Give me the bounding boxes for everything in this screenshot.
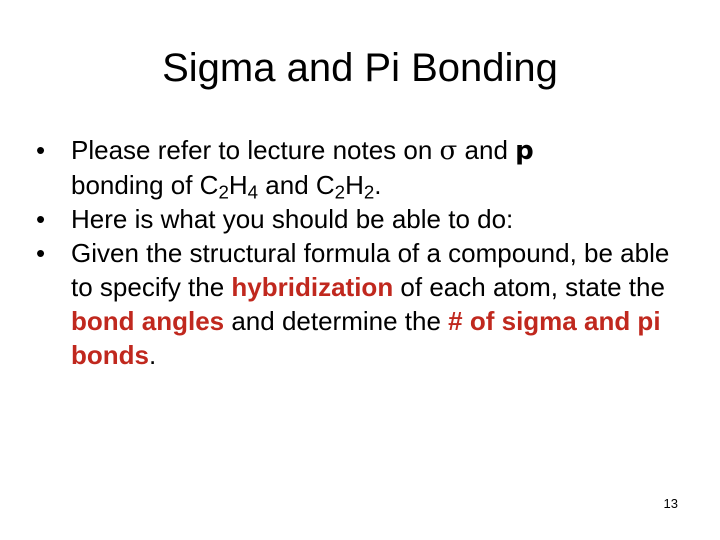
bullet-text: . bbox=[374, 170, 382, 200]
bullet-text: and C bbox=[258, 170, 335, 200]
page-number: 13 bbox=[663, 496, 678, 511]
bullet-text: of each atom, state the bbox=[393, 272, 665, 302]
bullet-dot-icon: • bbox=[36, 204, 46, 234]
bullet-item-lecture-notes bbox=[36, 133, 676, 202]
bullet-text: Please refer to lecture notes on bbox=[71, 135, 440, 165]
bullet-text: Given the structural formula of a compound, be able to specify the bbox=[71, 238, 670, 302]
sigma-symbol: σ bbox=[439, 136, 458, 166]
bullet-text: Here is what you should be able to do: bbox=[71, 204, 514, 234]
bullet-text: H bbox=[345, 170, 364, 200]
subscript: 4 bbox=[247, 181, 259, 203]
bullet-text: and bbox=[457, 135, 516, 165]
bullet-text: bonding of C bbox=[71, 170, 219, 200]
subscript: 2 bbox=[363, 181, 375, 203]
bullet-dot-icon: • bbox=[36, 135, 46, 165]
bullet-text: and determine the bbox=[224, 306, 449, 336]
bullet-item-structural-formula bbox=[36, 236, 676, 372]
bullet-text: H bbox=[228, 170, 248, 200]
bullet-text: . bbox=[149, 340, 157, 370]
pi-symbol: p bbox=[515, 136, 534, 166]
highlight-hybridization: hybridization bbox=[231, 272, 394, 302]
bullet-dot-icon: • bbox=[36, 238, 46, 268]
subscript: 2 bbox=[218, 181, 229, 203]
subscript: 2 bbox=[334, 181, 346, 203]
bullet-list bbox=[36, 133, 676, 372]
bullet-item-able-to-do bbox=[36, 202, 676, 236]
slide-title: Sigma and Pi Bonding bbox=[162, 46, 558, 90]
highlight-bond-angles: bond angles bbox=[71, 306, 225, 336]
highlight-sigma-pi-count: # of sigma and pi bonds bbox=[71, 306, 661, 370]
